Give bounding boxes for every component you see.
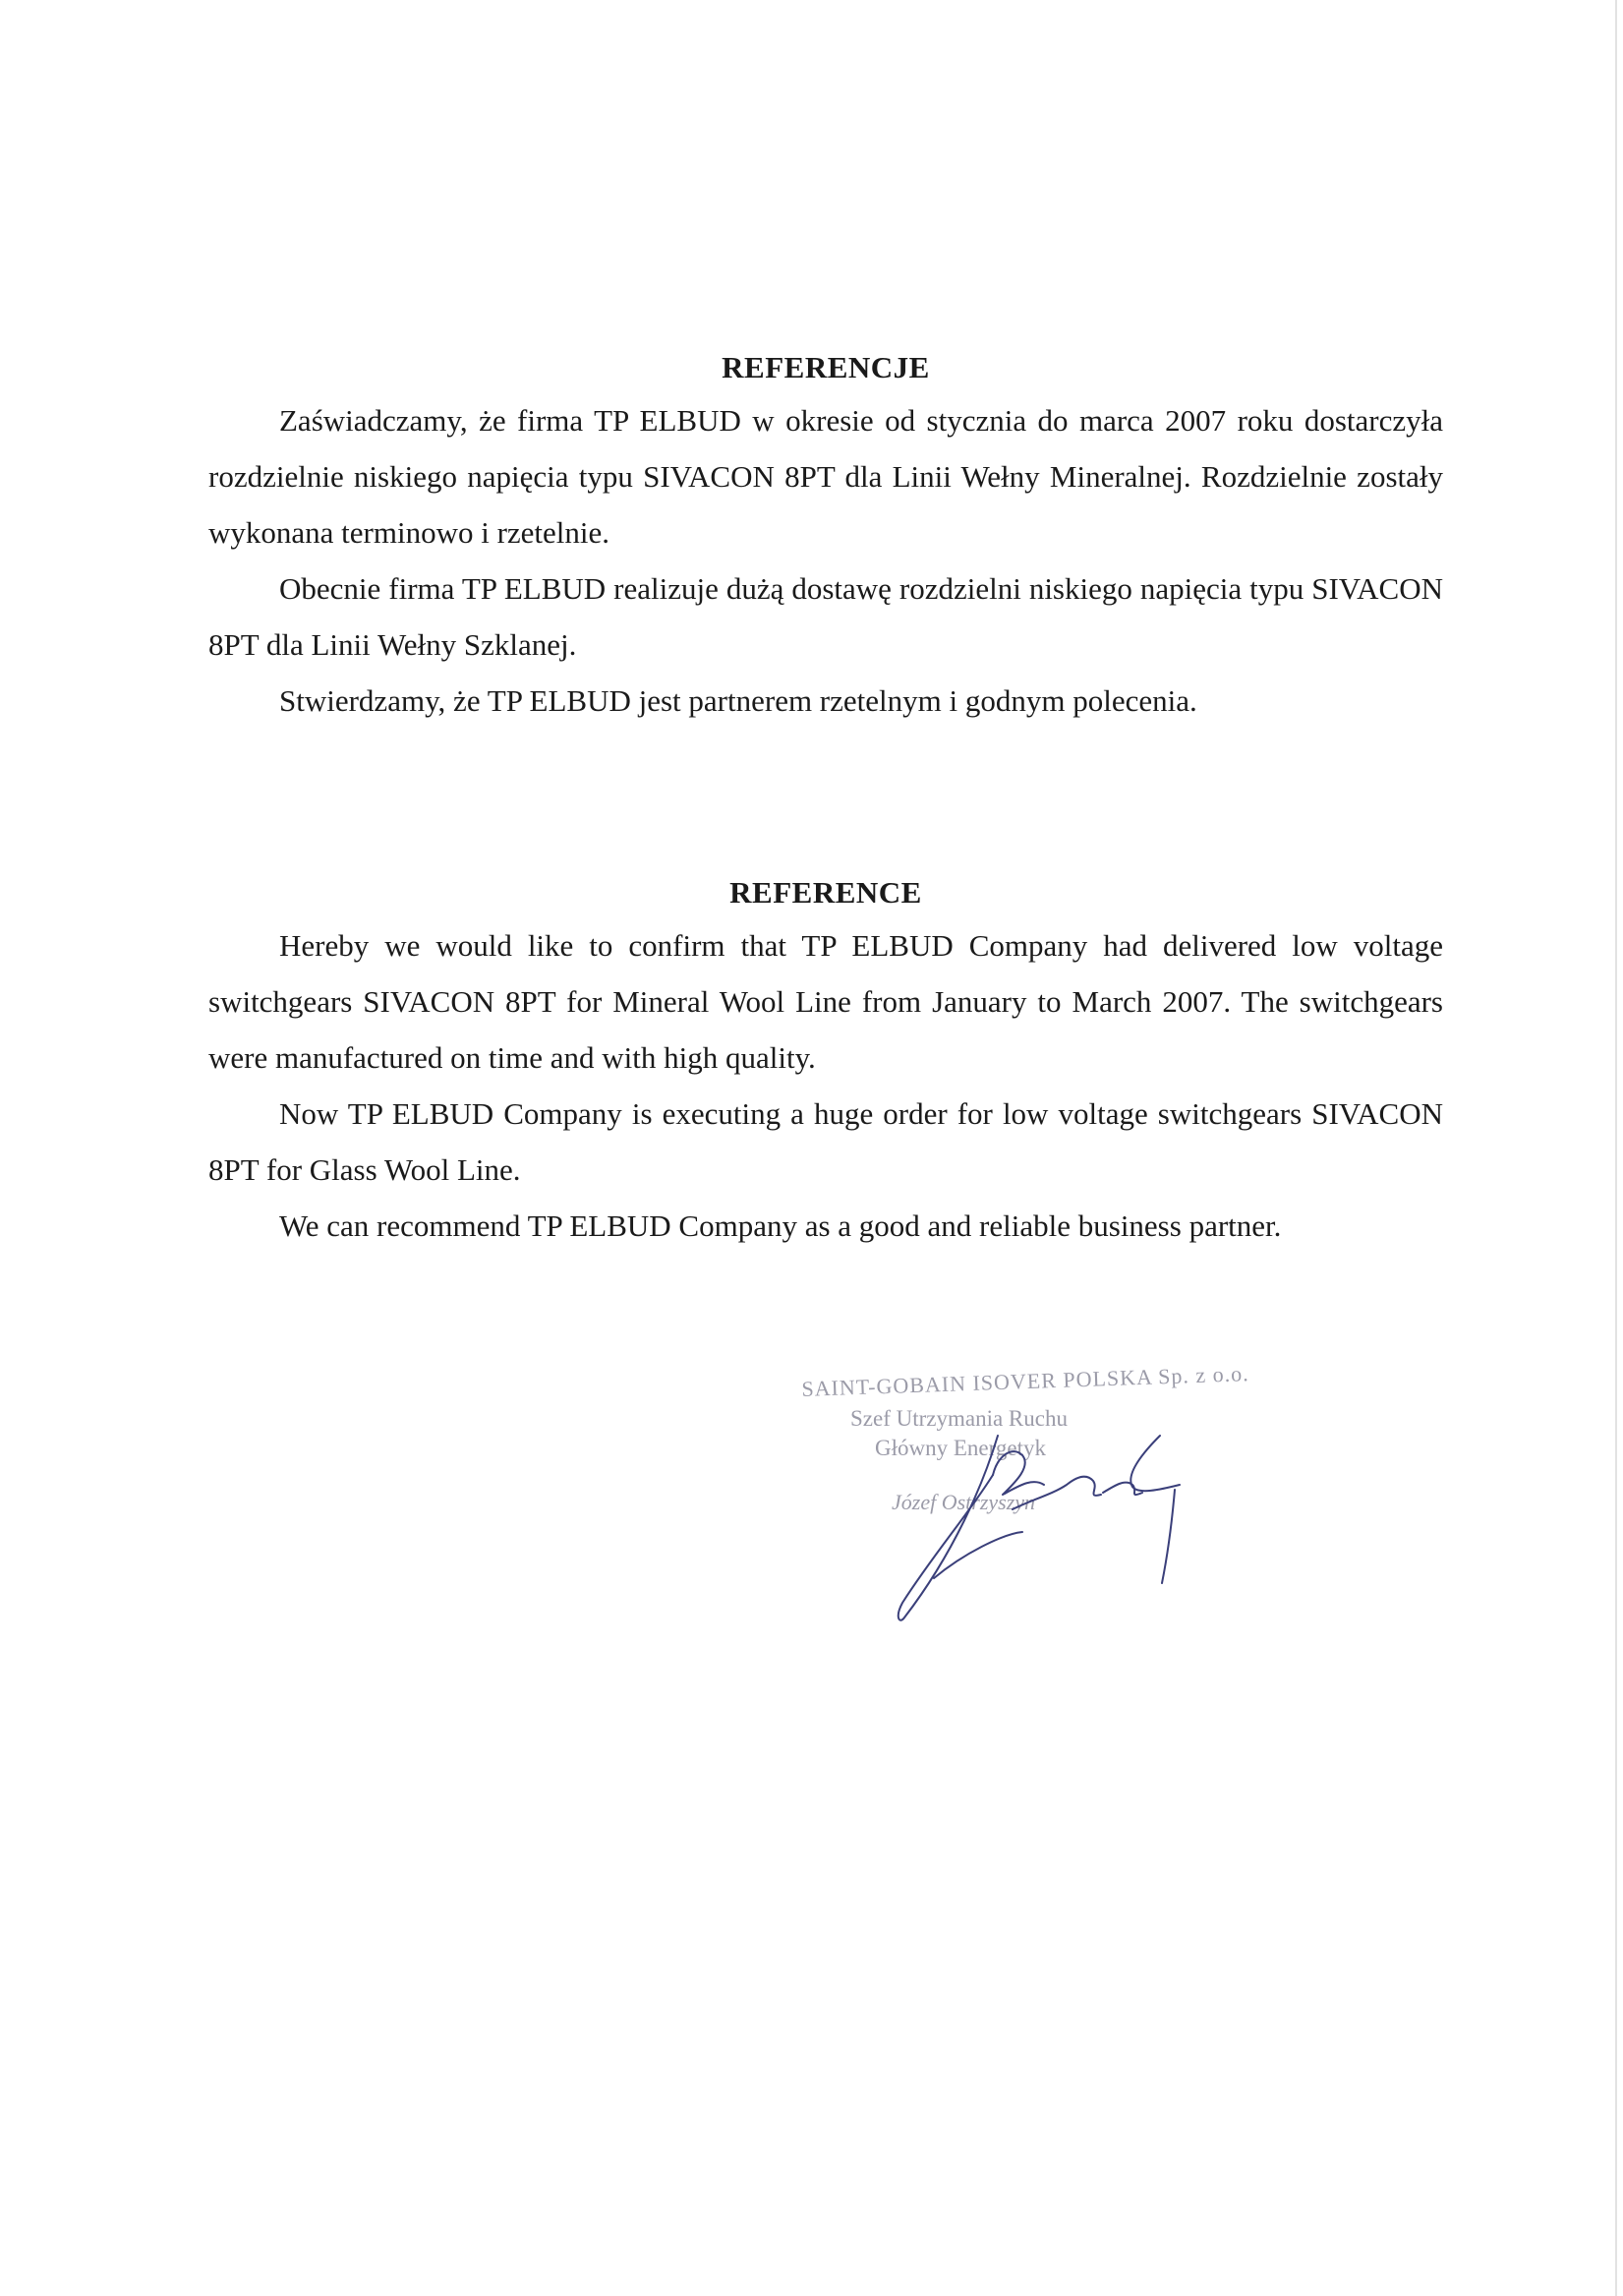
english-paragraph-2: Now TP ELBUD Company is executing a huge order for low voltage switchgears SIVACON 8PT for Glass Wool Line. — [208, 1096, 1443, 1187]
polish-paragraph-2: Obecnie firma TP ELBUD realizuje dużą dostawę rozdzielni niskiego napięcia typu SIVACON 8PT dla Linii Wełny Szklanej. — [208, 571, 1443, 662]
polish-paragraph-1: Zaświadczamy, że firma TP ELBUD w okresie od stycznia do marca 2007 roku dostarczyła rozdzielnie niskiego napięcia typu SIVACON 8PT dla Linii Wełny Mineralnej. Rozdzielnie zostały wykonana terminowo i rzetelnie. — [208, 403, 1443, 550]
stamp-company-name: SAINT-GOBAIN ISOVER POLSKA Sp. z o.o. — [801, 1361, 1250, 1401]
handwritten-signature — [875, 1416, 1209, 1622]
stamp-title-line-1: Szef Utrzymania Ruchu — [850, 1406, 1068, 1431]
stamp-title-line-2: Główny Energetyk — [875, 1436, 1046, 1460]
stamp-person-name: Józef Ostrzyszyn — [892, 1490, 1036, 1514]
page-edge — [1615, 0, 1617, 2296]
polish-reference-section — [208, 343, 1443, 729]
english-paragraph-1: Hereby we would like to confirm that TP ELBUD Company had delivered low voltage switchgears SIVACON 8PT for Mineral Wool Line from January to March 2007. The switchgears were manufactured on time and with high quality. — [208, 928, 1443, 1075]
english-paragraph-3: We can recommend TP ELBUD Company as a good and reliable business partner. — [279, 1208, 1282, 1243]
polish-heading: REFERENCJE — [722, 350, 930, 384]
english-reference-section — [208, 868, 1443, 1254]
english-heading: REFERENCE — [729, 875, 922, 910]
polish-paragraph-3: Stwierdzamy, że TP ELBUD jest partnerem rzetelnym i godnym polecenia. — [279, 683, 1197, 718]
